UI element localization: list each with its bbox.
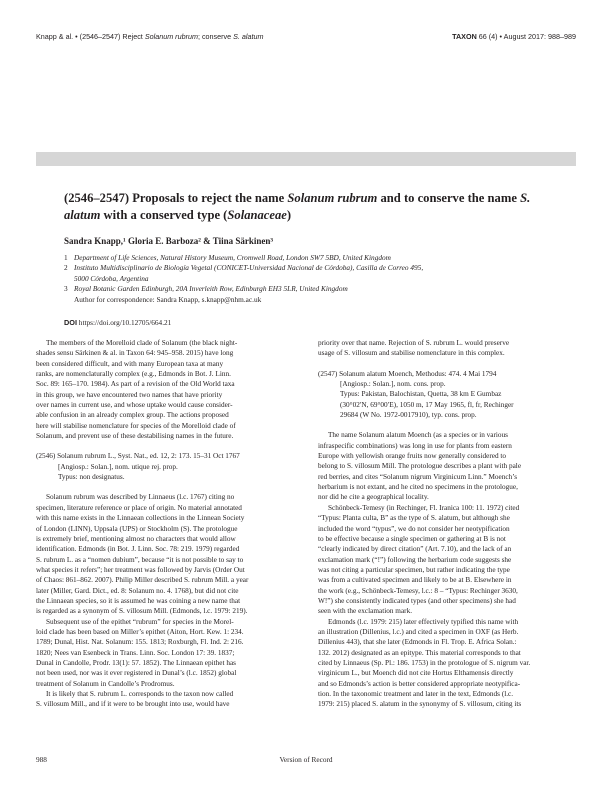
section-band [36,152,576,166]
text-line: red berries, and cites “Solanum nigrum Virginicum Linn.” Moench’s [318,472,518,481]
text-line: of Chaos: 861–862. 2007). Philip Miller described S. rubrum Mill. a year [36,576,249,585]
text-line: [Angiosp.: Solan.], nom. utique rej. prop. [58,462,178,471]
text-line: It is likely that S. rubrum L. corresponds to the taxon now called [46,690,234,698]
paragraph [36,492,294,616]
text-line: 1979: 215) placed S. alatum in the synonymy of S. villosum, citing its [318,700,522,709]
version-note: Version of Record [279,755,333,764]
text-line: (2546) Solanum rubrum L., Syst. Nat., ed. 12, 2: 173. 15–31 Oct 1767 [36,452,240,461]
text-line: priority over that name. Rejection of S. rubrum L. would preserve [318,339,510,347]
text-line: herbarium is not extant, and he cited no specimens in the protologue, [318,483,518,492]
text-line: of London (LINN), Uppsala (UPS) or Stockholm (S). The protologue [36,524,238,533]
text-line: Solanum rubrum was described by Linnaeus (l.c. 1767) citing no [46,493,235,502]
affiliation: 3 Royal Botanic Garden Edinburgh, 20A Inverleith Row, Edinburgh EH3 5LR, United Kingdom [64,284,348,294]
text-line: 1820; Nees van Esenbeck in Trans. Linn. Soc. London 17: 39. 1837; [36,648,235,657]
text-line: in this group, we have encountered two names that have priority [36,390,223,399]
text-line: S. villosum Mill., and if it were to be brought into use, would have [36,700,230,709]
article-title: (2546–2547) Proposals to reject the name Solanum rubrum and to conserve the name S. alatum with a conserved type (Solanaceae) [64,191,531,222]
journal-name: TAXON [452,32,477,41]
affiliation: 5000 Córdoba, Argentina [74,273,149,283]
page-number: 988 [36,755,47,764]
text-line: cited by Linnaeus (Sp. Pl.: 186. 1753) in the protologue of S. nigrum var. [318,658,531,667]
text-line: and so Edmonds’s action is better considered appropriate neotypifica- [318,679,521,688]
text-line: virginicum L., but Moench did not cite Hortus Elthamensis directly [318,669,514,678]
text-line: the work (e.g., Schönbeck-Temesy, l.c.: 8 – “Typus: Rechinger 3630, [318,586,518,595]
text-line: exclamation mark (“!”) following the herbarium code suggests she [318,555,512,564]
text-line: Edmonds (l.c. 1979: 215) later effectively typified this name with [328,617,519,626]
correspondence: Author for correspondence: Sandra Knapp, s.knapp@nhm.ac.uk [74,294,262,304]
paragraph [318,617,576,710]
left-column [36,338,294,710]
text-line: The members of the Morelloid clade of Solanum (the black night- [46,339,238,347]
text-line: tion. In the taxonomic treatment and later in the text, Edmonds (l.c. [318,690,514,698]
proposal-2547 [318,369,576,421]
text-line: Typus: Pakistan, Balochistan, Quetta, 38 km E Gumbaz [340,390,502,399]
text-line: not been used, nor was it ever registered in Dunal’s (l.c. 1852) global [36,669,237,678]
doi-label: DOI [64,318,77,327]
paragraph [318,503,576,617]
text-line: here will stabilise nomenclature for species of the Morelloid clade of [36,421,236,430]
text-line: an illustration (Dillenius, l.c.) and cited a specimen in OXF (as Herb. [318,627,519,636]
text-line: loid clade has been based on Miller’s epithet (Aiton, Hort. Kew. 1: 234. [36,627,244,636]
text-line: S. rubrum L. as a “nomen dubium”, because “it is not possible to say to [36,555,244,564]
text-line: [Angiosp.: Solan.], nom. cons. prop. [340,380,446,389]
text-line: The name Solanum alatum Moench (as a species or in various [328,431,508,440]
text-line: with this name exists in the Linnaean collections in the Linnean Society [36,514,245,523]
text-line: Schönbeck-Temesy (in Rechinger, Fl. Iranica 100: 11. 1972) cited [328,503,520,512]
affiliation: 1 Department of Life Sciences, Natural History Museum, Cromwell Road, London SW7 5BD, United Kingdom [64,253,391,262]
text-line: 132. 2012) designated as an epitype. This material corresponds to that [318,648,521,657]
text-line: able confusion in an already complex group. The actions proposed [36,411,229,420]
paragraph [318,430,576,502]
text-line: Solanum, and prevent use of these destabilising names in the future. [36,432,234,441]
text-line: usage of S. villosum and stabilise nomenclature in this complex. [318,349,505,358]
text-line: Dillenius 443), that she later (Edmonds in Fl. Trop. E. Africa Solan.: [318,638,517,647]
doi-line [64,318,171,327]
right-column [318,338,576,710]
text-line: seen with the exclamation mark. [318,607,413,616]
paragraph [36,689,294,710]
text-line: W!”) she consistently indicated types (and other specimens) she had [318,596,516,605]
text-line: “Typus: Planta culta, B” as the type of S. alatum, but although she [318,514,510,523]
text-line: to be effective because a single specimen or gathering at B is not [318,534,506,543]
text-line: shades sensu Särkinen & al. in Taxon 64: 945–958. 2015) have long [36,349,234,358]
text-line: over names in current use, and whose uptake would cause consider- [36,401,233,410]
intro-paragraph [36,338,294,441]
text-line: is regarded as a synonym of S. villosum Mill. (Edmonds, l.c. 1979: 219). [36,607,248,616]
author-list: Sandra Knapp,¹ Gloria E. Barboza² & Tiina Särkinen³ [64,236,274,246]
text-line: nor did he cite a geographical locality. [318,493,429,502]
text-line: specimen, literature reference or place of origin. No material annotated [36,503,242,512]
text-line: is extremely brief, mentioning almost no characters that would allow [36,534,236,543]
text-line: been considered difficult, and with many European taxa at many [36,359,224,368]
running-header-left: Knapp & al. • (2546–2547) Reject Solanum rubrum; conserve S. alatum [36,32,264,41]
text-line: 1789; Dunal, Hist. Nat. Solanum: 155. 1813; Roxburgh, Fl. Ind. 2: 216. [36,638,244,647]
text-line: was from a cultivated specimen and likely to be at B. Elsewhere in [318,576,512,585]
text-line: Soc. 89: 165–170. 1984). As part of a revision of the Old World taxa [36,380,235,389]
text-line: Typus: non designatus. [58,473,125,482]
text-line: (30°02′N, 69°00′E), 1050 m, 17 May 1965, fl, fr, Rechinger [340,400,514,409]
text-line: 29684 (W No. 1972-0017910), typ. cons. prop. [340,411,477,420]
text-line: infraspecific combinations) was long in use for plants from eastern [318,441,512,450]
doi-link[interactable]: https://doi.org/10.12705/664.21 [76,318,172,327]
text-line: included the word “typus”, we do not consider her neotypification [318,524,510,533]
text-line: Subsequent use of the epithet “rubrum” for species in the Morel- [46,617,234,626]
text-line: Dunal in Candolle, Prodr. 13(1): 57. 1852). The Linnaean epithet has [36,658,237,667]
text-line: later (Miller, Gard. Dict., ed. 8: Solanum no. 4. 1768), but did not cite [36,586,239,595]
affiliation: 2 Instituto Multidisciplinario de Biología Vegetal (CONICET-Universidad Nacional de Córdoba), Casilla de Correo 495, [64,263,424,273]
text-line: ranks, are nomenclaturally complex (e.g., Edmonds in Bot. J. Linn. [36,370,231,379]
affiliations [64,253,564,305]
text-line: treatment of Solanum in Candolle’s Prodromus. [36,679,175,688]
proposal-2546 [36,451,294,482]
text-line: identification. Edmonds (in Bot. J. Linn. Soc. 78: 219. 1979) regarded [36,545,240,554]
text-line: belong to S. villosum Mill. The protologue describes a plant with pale [318,462,522,471]
text-line: the Linnaean species, so it is assumed he was coining a new name that [36,596,241,605]
text-line: what species it refers”; her treatment was followed by Jarvis (Order Out [36,565,245,574]
paragraph [36,617,294,689]
text-line: was not citing a particular specimen, but rather indicating the type [318,565,510,574]
running-header-right: TAXON 66 (4) • August 2017: 988–989 [452,32,576,41]
text-line: Europe with yellowish orange fruits now generally considered to [318,452,507,461]
paragraph [318,338,576,359]
text-line: “clearly indicated by direct citation” (Art. 7.10), and the lack of an [318,545,512,554]
text-line: (2547) Solanum alatum Moench, Methodus: 474. 4 Mai 1794 [318,369,497,378]
